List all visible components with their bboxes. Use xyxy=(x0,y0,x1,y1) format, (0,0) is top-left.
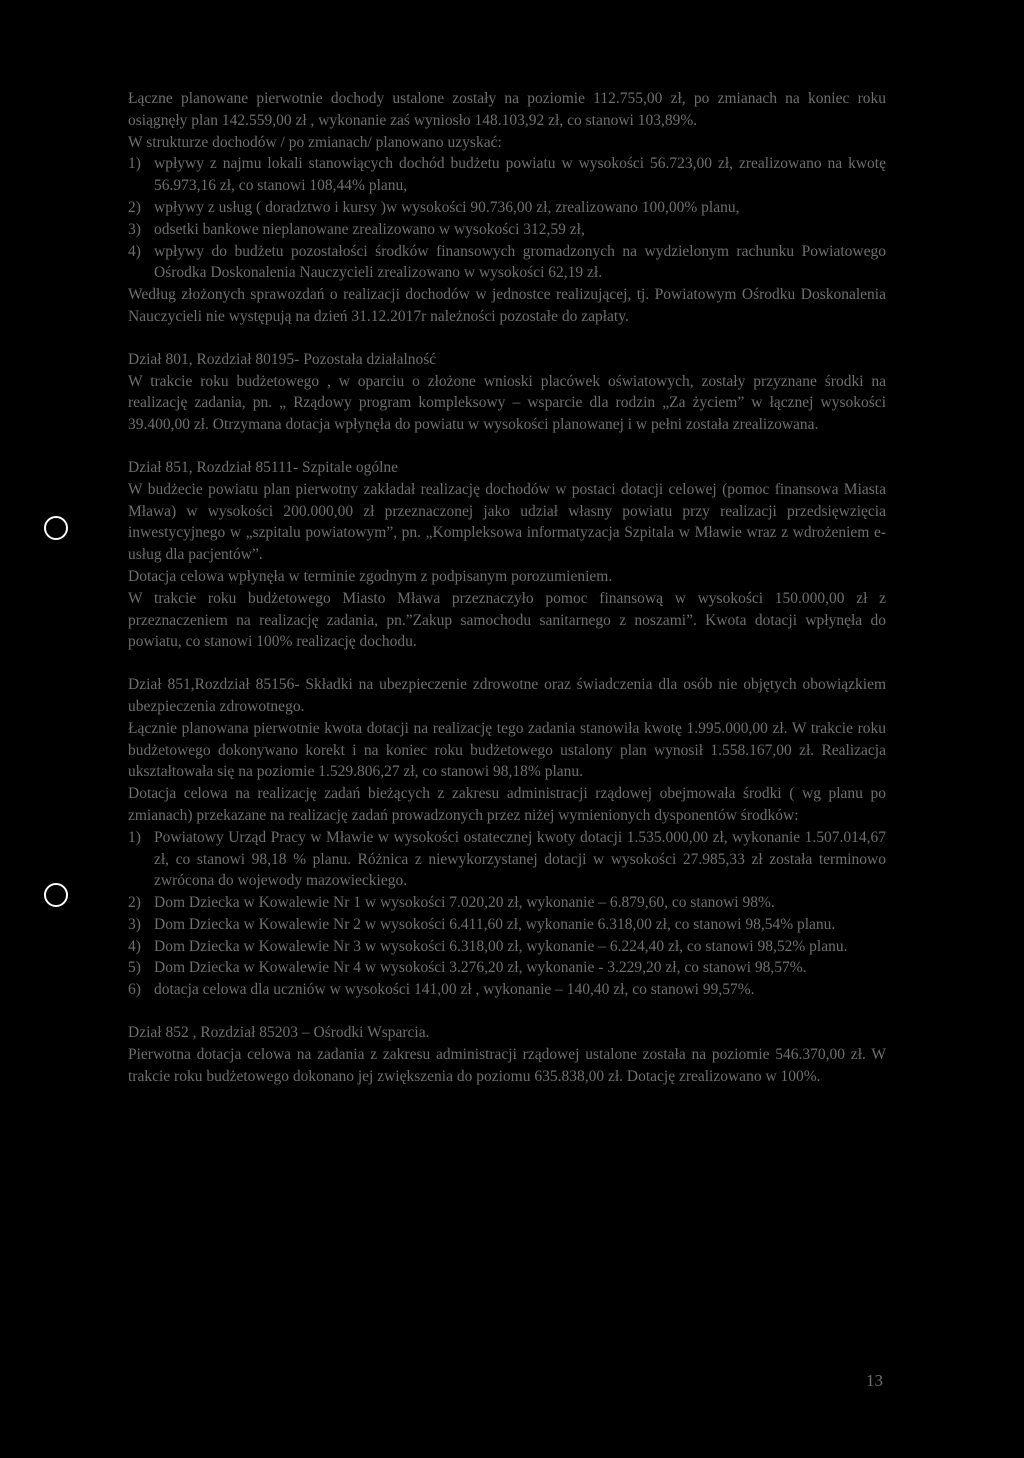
list-item: 4) wpływy do budżetu pozostałości środków finansowych gromadzonych na wydzielonym rachunku Powiatowego Ośrodka Doskonalenia Nauczycieli zrealizowano w wysokości 62,19 zł. xyxy=(128,242,886,282)
list-item: 3) odsetki bankowe nieplanowane zrealizowano w wysokości 312,59 zł, xyxy=(128,220,585,238)
list-item: 1) Powiatowy Urząd Pracy w Mławie w wysokości ostatecznej kwoty dotacji 1.535.000,00 zł, wykonanie 1.507.014,67 zł, co stanowi 98,18 % planu. Różnica z niewykorzystanej dotacji w wysokości 27.985,33 zł została terminowo zwrócona do wojewody mazowieckiego. xyxy=(128,828,886,890)
intro-structure-label: W strukturze dochodów / po zmianach/ planowano uzyskać: xyxy=(128,133,502,151)
list-item: 1) wpływy z najmu lokali stanowiących dochód budżetu powiatu w wysokości 56.723,00 zł, zrealizowano na kwotę 56.973,16 zł, co stanowi 108,44% planu, xyxy=(128,155,886,195)
income-structure-list xyxy=(128,153,886,284)
list-item: 2) Dom Dziecka w Kowalewie Nr 1 w wysokości 7.020,20 zł, wykonanie – 6.879,60, co stanowi 98%. xyxy=(128,894,775,912)
document-body xyxy=(128,88,886,1087)
section-paragraph: Łącznie planowana pierwotnie kwota dotacji na realizację tego zadania stanowiła kwotę 1.995.000,00 zł. W trakcie roku budżetowego dokonywano korekt i na koniec roku budżetowego ustalony plan wynosił 1.558.167,00 zł. Realizacja ukształtowała się na poziomie 1.529.806,27 zł, co stanowi 98,18% planu. xyxy=(128,719,886,781)
grant-recipients-list xyxy=(128,827,886,1001)
punch-hole-top xyxy=(44,516,68,540)
list-item: 6) dotacja celowa dla uczniów w wysokości 141,00 zł , wykonanie – 140,40 zł, co stanowi 99,57%. xyxy=(128,981,755,999)
intro-paragraph: Łączne planowane pierwotnie dochody ustalone zostały na poziomie 112.755,00 zł, po zmianach na koniec roku osiągnęły plan 142.559,00 zł , wykonanie zaś wyniosło 148.103,92 zł, co stanowi 103,89%. xyxy=(128,90,886,129)
section-paragraph: Dotacja celowa na realizację zadań bieżących z zakresu administracji rządowej obejmowała środki ( wg planu po zmianach) przekazane na realizację zadań prowadzonych przez niżej wymienionych dysponentów środków: xyxy=(128,785,886,824)
section-body-85203: Pierwotna dotacja celowa na zadania z zakresu administracji rządowej ustalone została na poziomie 546.370,00 zł. W trakcie roku budżetowego dokonano jej zwiększenia do poziomu 635.838,00 zł. Dotację zrealizowano w 100%. xyxy=(128,1045,886,1085)
list-item: 4) Dom Dziecka w Kowalewie Nr 3 w wysokości 6.318,00 zł, wykonanie – 6.224,40 zł, co stanowi 98,52% planu. xyxy=(128,937,848,955)
section-heading-85156: Dział 851,Rozdział 85156- Składki na ubezpieczenie zdrowotne oraz świadczenia dla osób nie objętych obowiązkiem ubezpieczenia zdrowotnego. xyxy=(128,676,886,715)
section-paragraph: W trakcie roku budżetowego Miasto Mława przeznaczyło pomoc finansową w wysokości 150.000,00 zł z przeznaczeniem na realizację zadania, pn.”Zakup samochodu sanitarnego z noszami”. Kwota dotacji wpłynęła do powiatu, co stanowi 100% realizację dochodu. xyxy=(128,589,886,651)
intro-closing-paragraph: Według złożonych sprawozdań o realizacji dochodów w jednostce realizującej, tj. Powiatowym Ośrodku Doskonalenia Nauczycieli nie występują na dzień 31.12.2017r należności pozostałe do zapłaty. xyxy=(128,286,886,325)
list-item: 5) Dom Dziecka w Kowalewie Nr 4 w wysokości 3.276,20 zł, wykonanie - 3.229,20 zł, co stanowi 98,57%. xyxy=(128,959,807,977)
section-paragraph: W budżecie powiatu plan pierwotny zakładał realizację dochodów w postaci dotacji celowej (pomoc finansowa Miasta Mława) w wysokości 200.000,00 zł przeznaczonej jako udział własny powiatu przy realizacji przedsięwzięcia inwestycyjnego w „szpitalu powiatowym”, pn. „Kompleksowa informatyzacja Szpitala w Mławie wraz z wdrożeniem e-usług dla pacjentów”. xyxy=(128,480,886,564)
list-item: 3) Dom Dziecka w Kowalewie Nr 2 w wysokości 6.411,60 zł, wykonanie 6.318,00 zł, co stanowi 98,54% planu. xyxy=(128,915,836,933)
section-heading-85111: Dział 851, Rozdział 85111- Szpitale ogólne xyxy=(128,458,399,476)
page-number: 13 xyxy=(866,1371,883,1390)
section-heading-85203: Dział 852 , Rozdział 85203 – Ośrodki Wsparcia. xyxy=(128,1024,430,1042)
punch-hole-bottom xyxy=(44,883,68,907)
section-paragraph: Dotacja celowa wpłynęła w terminie zgodnym z podpisanym porozumieniem. xyxy=(128,567,613,585)
section-heading-80195: Dział 801, Rozdział 80195- Pozostała działalność xyxy=(128,350,437,368)
section-body-80195: W trakcie roku budżetowego , w oparciu o złożone wnioski placówek oświatowych, zostały przyznane środki na realizację zadania, pn. „ Rządowy program kompleksowy – wsparcie dla rodzin „Za życiem” w łącznej wysokości 39.400,00 zł. Otrzymana dotacja wpłynęła do powiatu w wysokości planowanej i w pełni została zrealizowana. xyxy=(128,372,886,434)
list-item: 2) wpływy z usług ( doradztwo i kursy )w wysokości 90.736,00 zł, zrealizowano 100,00% planu, xyxy=(128,198,740,216)
